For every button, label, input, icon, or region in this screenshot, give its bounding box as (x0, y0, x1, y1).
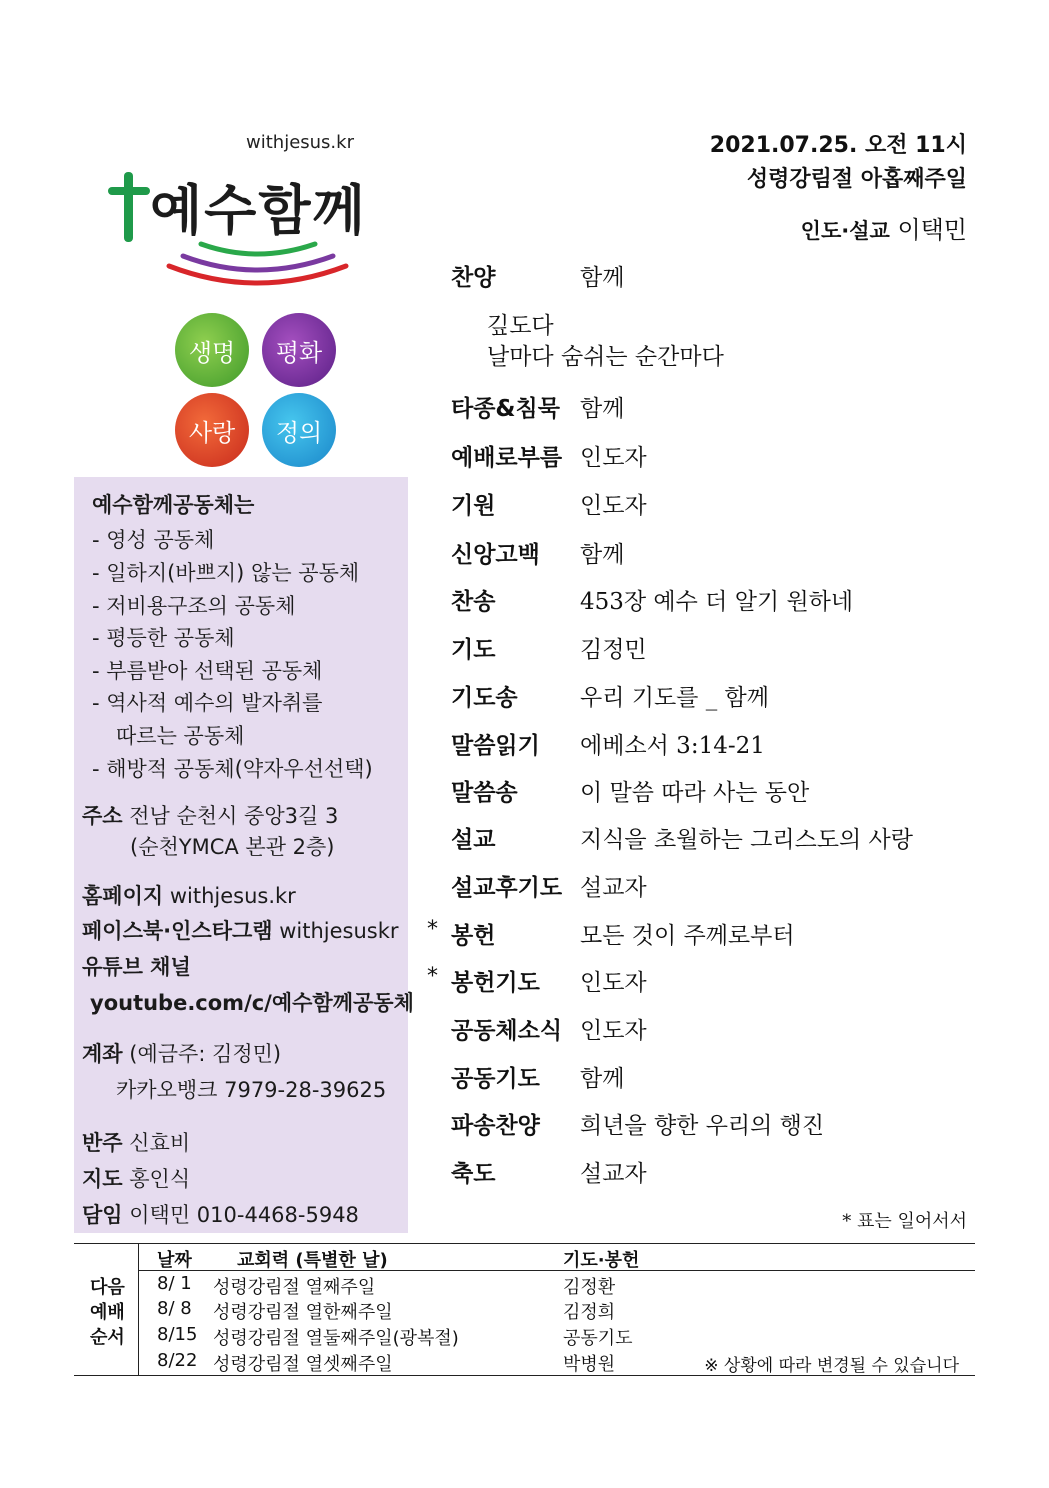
schedule-side-label: 순서 (90, 1327, 125, 1348)
table-top-rule (74, 1243, 975, 1244)
schedule-name: 성령강림절 열셋째주일 (213, 1354, 393, 1375)
order-label: 설교후기도 (451, 875, 563, 901)
order-value: 함께 (580, 542, 625, 568)
logo-title: 예수함께 (150, 179, 367, 242)
accompanist-line (82, 1127, 190, 1157)
order-value: 인도자 (580, 445, 647, 471)
schedule-side-label: 다음 (90, 1277, 125, 1298)
director-line (82, 1163, 190, 1193)
song-line: 깊도다 (487, 313, 554, 339)
youtube-label: 유튜브 채널 (82, 955, 191, 979)
homepage-label: 홈페이지 (82, 884, 164, 908)
sidebar-item: - 저비용구조의 공동체 (92, 594, 296, 618)
liturgical-season: 성령강림절 아홉째주일 (746, 167, 967, 192)
sns-handle[interactable]: withjesuskr (279, 919, 399, 943)
order-label: 공동기도 (451, 1066, 540, 1092)
order-value: 함께 (580, 396, 625, 422)
order-label: 말씀송 (451, 780, 518, 806)
sidebar-title: 예수함께공동체는 (92, 493, 255, 517)
column-header-date: 날짜 (157, 1250, 192, 1271)
standing-note: * 표는 일어서서 (842, 1211, 967, 1232)
sidebar-item: - 평등한 공동체 (92, 626, 235, 650)
sidebar-item: - 일하지(바쁘지) 않는 공동체 (92, 561, 360, 585)
order-label: 말씀읽기 (451, 733, 540, 759)
order-label: 찬양 (451, 265, 496, 291)
leader-line (801, 210, 967, 245)
order-label: 봉헌 (451, 923, 496, 949)
order-label: 기도송 (451, 685, 518, 711)
schedule-date: 8/ 1 (157, 1273, 192, 1294)
order-value: 이 말씀 따라 사는 동안 (580, 780, 810, 806)
column-header-prayer: 기도·봉헌 (563, 1250, 640, 1271)
homepage-link[interactable]: withjesus.kr (169, 884, 296, 908)
circle-justice: 정의 (262, 393, 336, 467)
pastor-label: 담임 (82, 1203, 123, 1227)
cross-icon (106, 172, 152, 242)
sidebar-item: - 영성 공동체 (92, 528, 215, 552)
accompanist-label: 반주 (82, 1131, 123, 1155)
order-value: 인도자 (580, 493, 647, 519)
account-line (82, 1038, 281, 1068)
order-value: 김정민 (580, 637, 647, 663)
circle-love: 사랑 (175, 393, 249, 467)
director-name: 홍인식 (129, 1167, 191, 1191)
order-value: 453장 예수 더 알기 원하네 (580, 589, 854, 615)
standing-marker: * (427, 964, 438, 989)
homepage-line (82, 880, 296, 910)
account-label: 계좌 (82, 1042, 123, 1066)
circle-life: 생명 (175, 313, 249, 387)
sidebar-item: - 역사적 예수의 발자취를 (92, 691, 323, 715)
schedule-prayer: 박병원 (563, 1354, 616, 1375)
order-value: 함께 (580, 265, 625, 291)
song-line: 날마다 숨쉬는 순간마다 (487, 344, 724, 370)
sidebar-item: 따르는 공동체 (116, 724, 245, 748)
schedule-name: 성령강림절 열둘째주일(광복절) (213, 1328, 459, 1349)
schedule-date: 8/ 8 (157, 1298, 192, 1319)
order-value: 지식을 초월하는 그리스도의 사랑 (580, 827, 913, 853)
youtube-link[interactable]: youtube.com/c/예수함께공동체 (90, 991, 414, 1015)
rainbow-arcs-icon (165, 236, 350, 288)
order-label: 설교 (451, 827, 496, 853)
community-sidebar (74, 477, 414, 1233)
accompanist-name: 신효비 (129, 1131, 191, 1155)
leader-label: 인도·설교 (800, 219, 890, 243)
schedule-prayer: 김정희 (563, 1302, 616, 1323)
order-value: 모든 것이 주께로부터 (580, 923, 795, 949)
order-label: 파송찬양 (451, 1113, 540, 1139)
schedule-prayer: 김정환 (563, 1277, 616, 1298)
order-value: 희년을 향한 우리의 행진 (580, 1113, 825, 1139)
pastor-line (82, 1199, 359, 1229)
address-label: 주소 (82, 804, 123, 828)
site-url: withjesus.kr (246, 132, 354, 153)
account-holder: (예금주: 김정민) (129, 1042, 282, 1066)
sidebar-item: - 부름받아 선택된 공동체 (92, 659, 323, 683)
order-label: 공동체소식 (451, 1018, 563, 1044)
order-label: 축도 (451, 1161, 496, 1187)
sidebar-item: - 해방적 공동체(약자우선선택) (92, 757, 373, 781)
account-number: 카카오뱅크 7979-28-39625 (116, 1078, 387, 1102)
order-value: 인도자 (580, 1018, 647, 1044)
order-value: 함께 (580, 1066, 625, 1092)
director-label: 지도 (82, 1167, 123, 1191)
schedule-date: 8/22 (157, 1350, 198, 1371)
order-label: 예배로부름 (451, 445, 563, 471)
order-value: 에베소서 3:14-21 (580, 733, 765, 759)
order-label: 기원 (451, 493, 496, 519)
order-value: 우리 기도를 _ 함께 (580, 685, 769, 711)
sns-label: 페이스북·인스타그램 (82, 919, 273, 943)
schedule-name: 성령강림절 열째주일 (213, 1277, 376, 1298)
circle-peace: 평화 (262, 313, 336, 387)
address-detail: (순천YMCA 본관 2층) (130, 835, 335, 859)
order-label: 봉헌기도 (451, 970, 540, 996)
order-label: 찬송 (451, 589, 496, 615)
service-date: 2021.07.25. 오전 11시 (709, 133, 967, 158)
order-value: 설교자 (580, 875, 647, 901)
leader-name: 이택민 (897, 216, 967, 244)
schedule-note: ※ 상황에 따라 변경될 수 있습니다 (704, 1356, 959, 1376)
schedule-name: 성령강림절 열한째주일 (213, 1302, 393, 1323)
standing-marker: * (427, 917, 438, 942)
schedule-date: 8/15 (157, 1324, 198, 1345)
order-label: 타종&침묵 (451, 396, 560, 422)
order-label: 기도 (451, 637, 496, 663)
address-line (82, 800, 338, 830)
schedule-prayer: 공동기도 (563, 1328, 633, 1349)
order-value: 인도자 (580, 970, 647, 996)
order-value: 설교자 (580, 1161, 647, 1187)
schedule-side-label: 예배 (90, 1302, 125, 1323)
sns-line (82, 915, 399, 945)
address-value: 전남 순천시 중앙3길 3 (129, 804, 339, 828)
table-divider (138, 1244, 139, 1375)
column-header-calendar: 교회력 (특별한 날) (237, 1250, 388, 1271)
pastor-contact: 이택민 010-4468-5948 (129, 1203, 359, 1227)
order-label: 신앙고백 (451, 542, 540, 568)
